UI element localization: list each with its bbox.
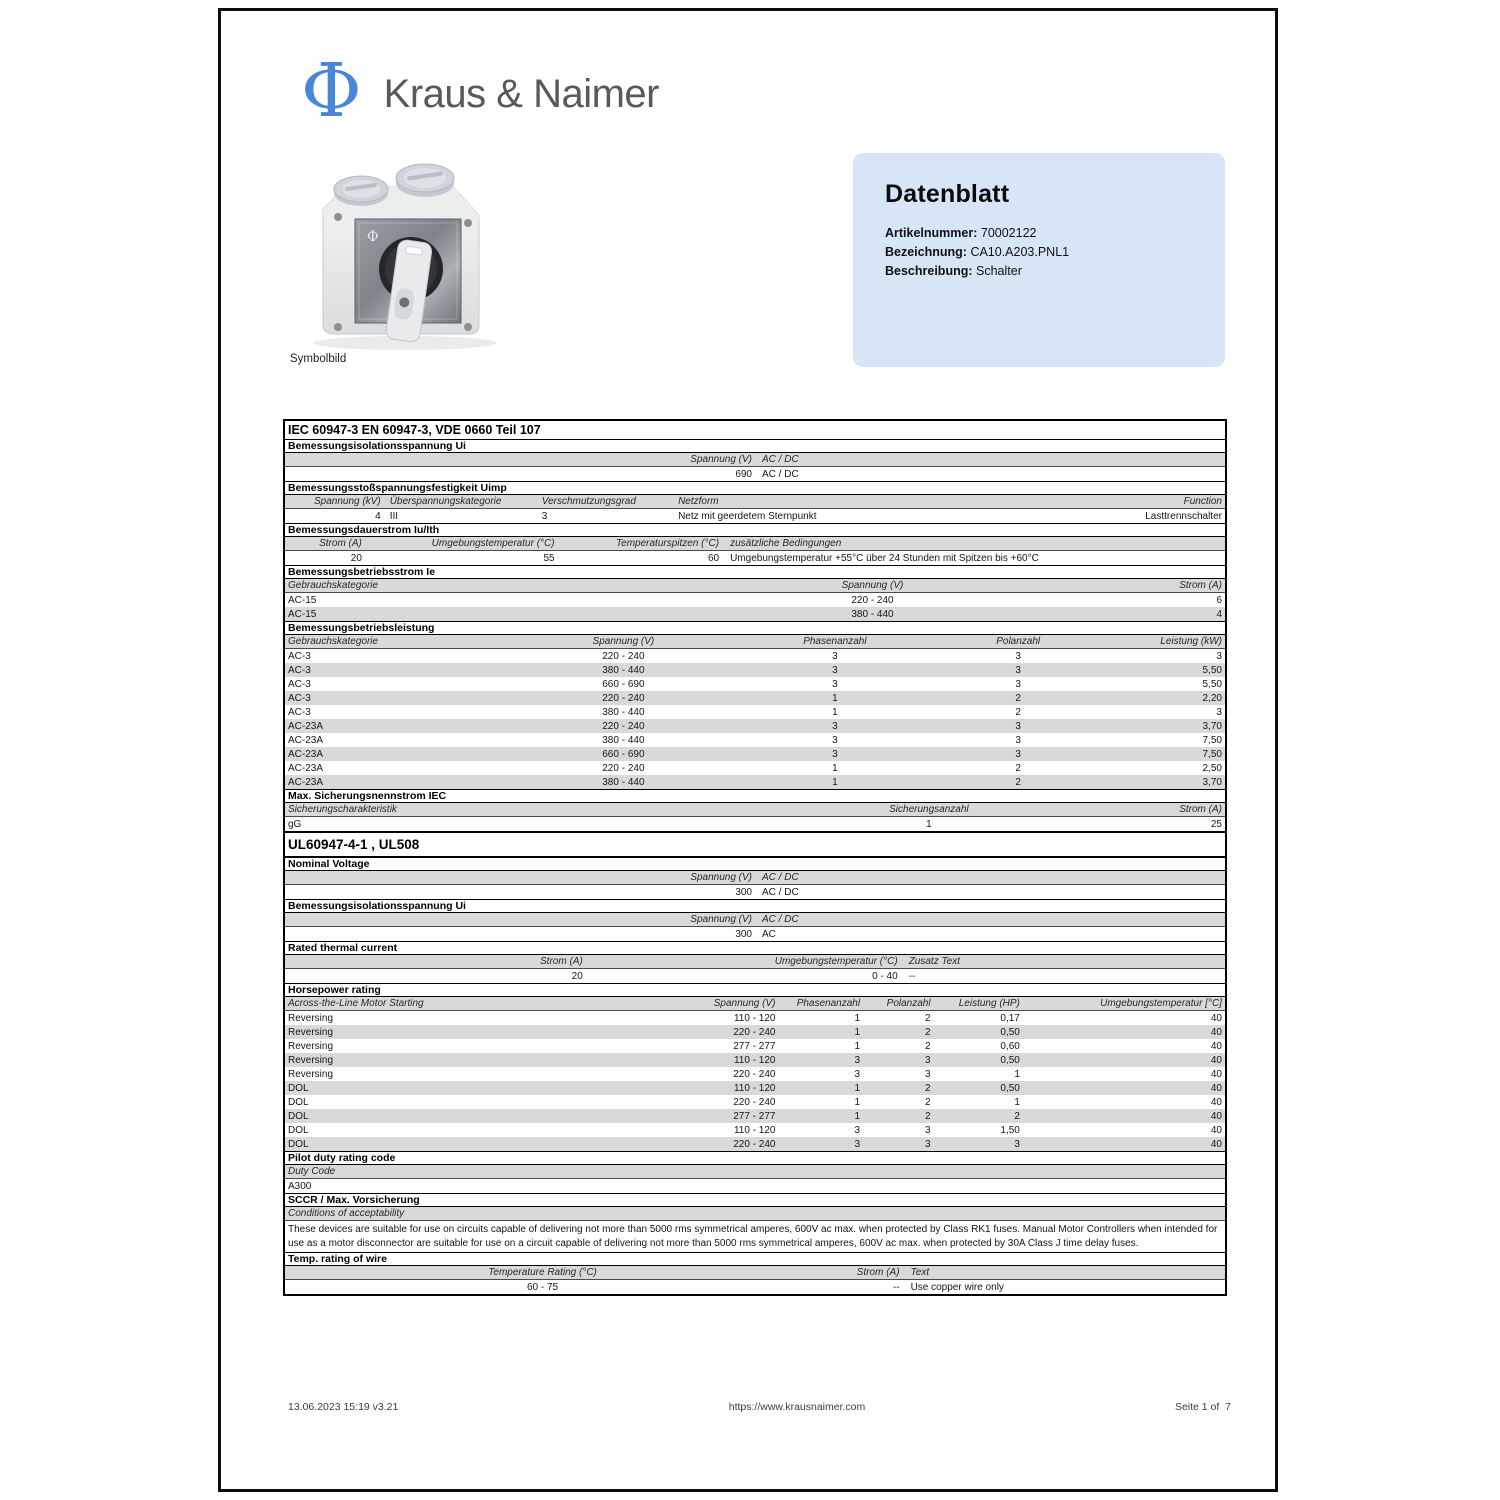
data-row [285,761,1225,775]
section-title-row: Temp. rating of wire [285,1252,1225,1266]
infobox [853,153,1225,367]
data-cell: 380 - 440 [602,664,645,676]
data-cell: 7,50 [1202,748,1222,760]
header-cell: Spannung (V) [592,636,655,647]
header-cell: Überspannungskategorie [389,496,502,507]
data-cell: 6 [1216,594,1222,606]
data-cell: 110 - 120 [733,1124,776,1136]
data-cell: 0,50 [1000,1054,1020,1066]
data-cell: 2 [1015,776,1021,788]
header-cell: Zusatz Text [908,956,961,967]
data-cell: AC / DC [762,468,799,480]
data-cell: 40 [1210,1124,1222,1136]
header-cell: Duty Code [288,1166,336,1177]
data-cell: 220 - 240 [733,1026,776,1038]
data-cell: 380 - 440 [602,776,645,788]
data-cell: Netz mit geerdetem Sternpunkt [678,510,817,522]
data-cell: 3 [832,720,838,732]
column-header-row [285,913,1225,927]
column-header-row [285,1165,1225,1179]
data-row [285,885,1225,899]
column-header-row [285,1266,1225,1280]
data-cell: 5,50 [1202,664,1222,676]
data-cell: 3 [1015,664,1021,676]
header-cell: Across-the-Line Motor Starting [288,998,424,1009]
data-cell: Reversing [288,1026,334,1038]
data-cell: 3 [1015,734,1021,746]
data-row [285,649,1225,663]
data-row [285,1039,1225,1053]
data-cell: 1,50 [1000,1124,1020,1136]
header-cell: Conditions of acceptability [288,1208,405,1219]
data-cell: 40 [1210,1026,1222,1038]
header-cell: Temperature Rating (°C) [488,1267,597,1278]
data-cell: 2 [925,1012,931,1024]
section-title-row: SCCR / Max. Vorsicherung [285,1193,1225,1207]
standard-title-row: UL60947-4-1 , UL508 [285,831,1225,857]
data-cell: 1 [854,1096,861,1108]
data-cell: DOL [288,1110,309,1122]
data-cell: 110 - 120 [733,1082,776,1094]
data-cell: 3,70 [1202,720,1222,732]
data-cell: 3 [1015,678,1021,690]
data-row [285,927,1225,941]
data-cell: 277 - 277 [733,1110,776,1122]
data-row [285,677,1225,691]
data-cell: AC-15 [288,608,317,620]
data-cell: 380 - 440 [602,706,645,718]
data-cell: -- [908,970,916,982]
header-cell: Polanzahl [886,998,931,1009]
data-cell: AC-3 [288,692,311,704]
header-cell: Netzform [678,496,719,507]
header-cell: Strom (A) [1179,580,1222,591]
column-header-row [285,1207,1225,1221]
column-header-row [285,635,1225,649]
data-cell: AC / DC [762,886,799,898]
header-cell: Spannung (V) [690,914,752,925]
section-title-row: Bemessungsisolationsspannung Ui [285,439,1225,453]
data-cell: 3 [1015,748,1021,760]
data-row [285,817,1225,831]
header-cell: Leistung (HP) [958,998,1020,1009]
data-cell: AC-3 [288,706,311,718]
phi-logo-icon: Φ [301,48,362,134]
data-cell: AC-23A [288,734,324,746]
data-cell: 300 [735,886,752,898]
data-cell: 3 [854,1054,861,1066]
data-row [285,1095,1225,1109]
data-cell: 3 [854,1124,861,1136]
data-cell: 660 - 690 [602,678,645,690]
data-cell: 3 [1216,650,1222,662]
article-number-field [885,224,1193,243]
data-cell: Reversing [288,1040,334,1052]
header-cell: Spannung (V) [690,872,752,883]
data-row [285,1221,1225,1252]
data-row [285,1137,1225,1151]
switch-box-image [293,157,525,353]
data-cell: 300 [735,928,752,940]
data-cell: 3 [1014,1138,1020,1150]
data-cell: DOL [288,1096,309,1108]
data-row [285,607,1225,621]
header-cell: AC / DC [762,914,799,925]
header-cell: Umgebungstemperatur [°C] [1100,998,1222,1009]
data-cell: 40 [1210,1068,1222,1080]
data-cell: gG [288,818,302,830]
data-cell: 2 [1014,1110,1020,1122]
data-cell: AC-23A [288,748,324,760]
page-footer [221,1401,1275,1417]
article-number-label: Artikelnummer: [885,226,978,240]
section-title-row: Nominal Voltage [285,857,1225,871]
data-cell: DOL [288,1082,309,1094]
designation-label: Bezeichnung: [885,245,967,259]
brand-logo [301,48,659,134]
column-header-row [285,997,1225,1011]
data-cell: Reversing [288,1054,334,1066]
data-cell: AC [762,928,776,940]
header-cell: Spannung (kV) [313,496,381,507]
data-cell: 1 [832,776,838,788]
data-cell: 3 [1015,720,1021,732]
header-cell: Umgebungstemperatur (°C) [774,956,898,967]
description-label: Beschreibung: [885,264,973,278]
header-cell: Strom (A) [1179,804,1222,815]
data-cell: 1 [832,762,838,774]
header-cell: Gebrauchskategorie [288,636,379,647]
header-cell: Strom (A) [540,956,583,967]
data-cell: Lasttrennschalter [1145,510,1222,522]
header-cell: Sicherungsanzahl [889,804,969,815]
data-cell: 277 - 277 [733,1040,776,1052]
data-cell: DOL [288,1138,309,1150]
data-cell: 4 [375,510,381,522]
section-title-row: Bemessungsisolationsspannung Ui [285,899,1225,913]
footer-url: https://www.krausnaimer.com [728,1401,866,1413]
data-cell: 3 [925,1138,931,1150]
header-cell: zusätzliche Bedingungen [730,538,842,549]
data-row [285,1109,1225,1123]
data-cell: 1 [1014,1096,1020,1108]
header-cell: Strom (A) [319,538,362,549]
data-cell: 2 [925,1026,931,1038]
data-row [285,1025,1225,1039]
header-cell: Strom (A) [856,1267,900,1278]
column-header-row [285,537,1225,551]
data-cell: 2 [925,1096,931,1108]
data-cell: 3 [925,1068,931,1080]
footer-date-version: 13.06.2023 15:19 v3.21 [288,1401,399,1413]
data-cell: AC-23A [288,720,324,732]
data-cell: 690 [735,468,752,480]
data-cell: 110 - 120 [733,1012,776,1024]
data-cell: 3 [832,664,838,676]
data-row [285,719,1225,733]
data-cell: 220 - 240 [851,594,894,606]
data-cell: 1 [854,1110,861,1122]
column-header-row [285,803,1225,817]
datasheet-page [218,8,1278,1492]
image-caption: Symbolbild [290,353,347,365]
header-cell: Phasenanzahl [796,998,861,1009]
data-cell: 0 - 40 [872,970,898,982]
data-cell: 660 - 690 [602,748,645,760]
data-cell: 40 [1210,1040,1222,1052]
data-cell: 20 [571,970,583,982]
data-cell: 1 [926,818,932,830]
data-cell: A300 [288,1180,312,1192]
section-title-row: Bemessungsstoßspannungsfestigkeit Uimp [285,481,1225,495]
designation-value: CA10.A203.PNL1 [970,245,1070,259]
data-cell: 0,50 [1000,1026,1020,1038]
data-cell: 220 - 240 [733,1068,776,1080]
data-row [285,1067,1225,1081]
data-cell: 1 [1014,1068,1020,1080]
data-row [285,1123,1225,1137]
header-cell: AC / DC [762,872,799,883]
data-cell: 2,50 [1202,762,1222,774]
data-cell: 40 [1210,1082,1222,1094]
data-cell: 3 [854,1068,861,1080]
data-cell: 40 [1210,1110,1222,1122]
header-cell: Spannung (V) [713,998,776,1009]
header-cell: Spannung (V) [841,580,904,591]
infobox-fields [885,224,1193,281]
data-row [285,467,1225,481]
designation-field [885,243,1193,262]
data-cell: 3 [925,1124,931,1136]
header-cell: Leistung (kW) [1160,636,1222,647]
data-cell: 4 [1216,608,1222,620]
data-cell: Use copper wire only [910,1281,1004,1293]
data-cell: 3 [925,1054,931,1066]
data-cell: 3 [832,650,838,662]
data-row [285,593,1225,607]
data-cell: 220 - 240 [602,762,645,774]
data-cell: 380 - 440 [851,608,894,620]
data-cell: 55 [543,552,555,564]
data-row [285,1053,1225,1067]
header-cell: Temperaturspitzen (°C) [615,538,720,549]
data-cell: 220 - 240 [733,1138,776,1150]
brand-name: Kraus & Naimer [383,71,659,116]
svg-text:Φ: Φ [367,229,379,245]
description-value: Schalter [976,264,1022,278]
data-cell: 0,60 [1000,1040,1020,1052]
data-cell: 3 [832,734,838,746]
data-row [285,1179,1225,1193]
data-cell: -- [892,1281,900,1293]
data-cell: 220 - 240 [733,1096,776,1108]
header-cell: Text [910,1267,930,1278]
column-header-row [285,495,1225,509]
data-cell: 3 [832,748,838,760]
header-cell: Polanzahl [996,636,1041,647]
data-cell: 380 - 440 [602,734,645,746]
data-row [285,1081,1225,1095]
data-cell: 20 [350,552,362,564]
data-cell: AC-3 [288,650,311,662]
header-cell: Umgebungstemperatur (°C) [431,538,555,549]
data-cell: 40 [1210,1012,1222,1024]
data-row [285,747,1225,761]
data-row [285,1280,1225,1294]
header-cell: Function [1183,496,1222,507]
data-cell: 1 [832,692,838,704]
data-cell: AC-23A [288,776,324,788]
infobox-title: Datenblatt [885,180,1010,208]
data-cell: AC-3 [288,664,311,676]
data-cell: AC-3 [288,678,311,690]
data-row [285,969,1225,983]
data-cell: 1 [854,1040,861,1052]
data-cell: 60 - 75 [526,1281,559,1293]
data-cell: These devices are suitable for use on circuits capable of delivering not more than 5000 rms symmetrical amperes, 600V ac max. when protected by Class RK1 fuses. Manual Motor Controllers when intended for use as a motor disconnector are suitable for use on a circuit capable of delivering not more than 5000 rms symmetrical amperes, 600V ac max. when protected by 30A Class J time delay fuses. [288,1224,1218,1249]
data-cell: 3 [832,678,838,690]
data-cell: 2,20 [1202,692,1222,704]
data-cell: Umgebungstemperatur +55°C über 24 Stunden mit Spitzen bis +60°C [730,552,1039,564]
data-row [285,775,1225,789]
section-title-row: Bemessungsbetriebsleistung [285,621,1225,635]
header-cell: Phasenanzahl [803,636,867,647]
section-title-row: Bemessungsdauerstrom Iu/Ith [285,523,1225,537]
data-row [285,1011,1225,1025]
data-cell: 3 [854,1138,861,1150]
section-title-row: Horsepower rating [285,983,1225,997]
data-cell: 2 [1015,692,1021,704]
data-row [285,691,1225,705]
data-cell: AC-15 [288,594,317,606]
data-cell: 5,50 [1202,678,1222,690]
header-cell: Sicherungscharakteristik [288,804,397,815]
header-cell: Spannung (V) [690,454,752,465]
column-header-row [285,871,1225,885]
data-cell: 25 [1210,818,1222,830]
data-row [285,705,1225,719]
data-cell: 220 - 240 [602,692,645,704]
data-cell: 40 [1210,1096,1222,1108]
datasheet-table [283,419,1227,1296]
data-cell: 0,50 [1000,1082,1020,1094]
data-cell: 60 [707,552,720,564]
data-cell: 220 - 240 [602,650,645,662]
data-cell: III [389,510,399,522]
data-row [285,551,1225,565]
data-cell: 2 [1015,706,1021,718]
data-cell: 1 [854,1026,861,1038]
data-cell: 2 [925,1040,931,1052]
data-cell: 2 [925,1082,931,1094]
data-cell: Reversing [288,1068,334,1080]
header-cell: Gebrauchskategorie [288,580,379,591]
data-cell: AC-23A [288,762,324,774]
data-cell: 40 [1210,1138,1222,1150]
data-cell: 0,17 [1000,1012,1020,1024]
data-row [285,509,1225,523]
data-cell: 110 - 120 [733,1054,776,1066]
section-title-row: Pilot duty rating code [285,1151,1225,1165]
data-cell: 3 [1015,650,1021,662]
data-cell: 3,70 [1202,776,1222,788]
data-cell: 3 [1216,706,1222,718]
product-photo [293,157,525,353]
data-row [285,733,1225,747]
description-field [885,262,1193,281]
footer-page-number: Seite 1 of 7 [1174,1401,1231,1413]
column-header-row [285,579,1225,593]
standard-title-row: IEC 60947-3 EN 60947-3, VDE 0660 Teil 107 [288,423,541,437]
data-cell: 1 [854,1082,861,1094]
data-cell: Reversing [288,1012,334,1024]
data-cell: 2 [925,1110,931,1122]
section-title-row: Max. Sicherungsnennstrom IEC [285,789,1225,803]
column-header-row [285,955,1225,969]
data-cell: DOL [288,1124,309,1136]
data-cell: 220 - 240 [602,720,645,732]
header-cell: AC / DC [762,454,799,465]
data-cell: 1 [854,1012,861,1024]
data-cell: 2 [1015,762,1021,774]
column-header-row [285,453,1225,467]
section-title-row: Bemessungsbetriebsstrom Ie [285,565,1225,579]
article-number-value: 70002122 [980,226,1037,240]
data-cell: 3 [541,510,548,522]
data-cell: 40 [1210,1054,1222,1066]
data-cell: 7,50 [1202,734,1222,746]
header-cell: Verschmutzungsgrad [541,496,636,507]
section-title-row: Rated thermal current [285,941,1225,955]
data-row [285,663,1225,677]
data-cell: 1 [832,706,838,718]
